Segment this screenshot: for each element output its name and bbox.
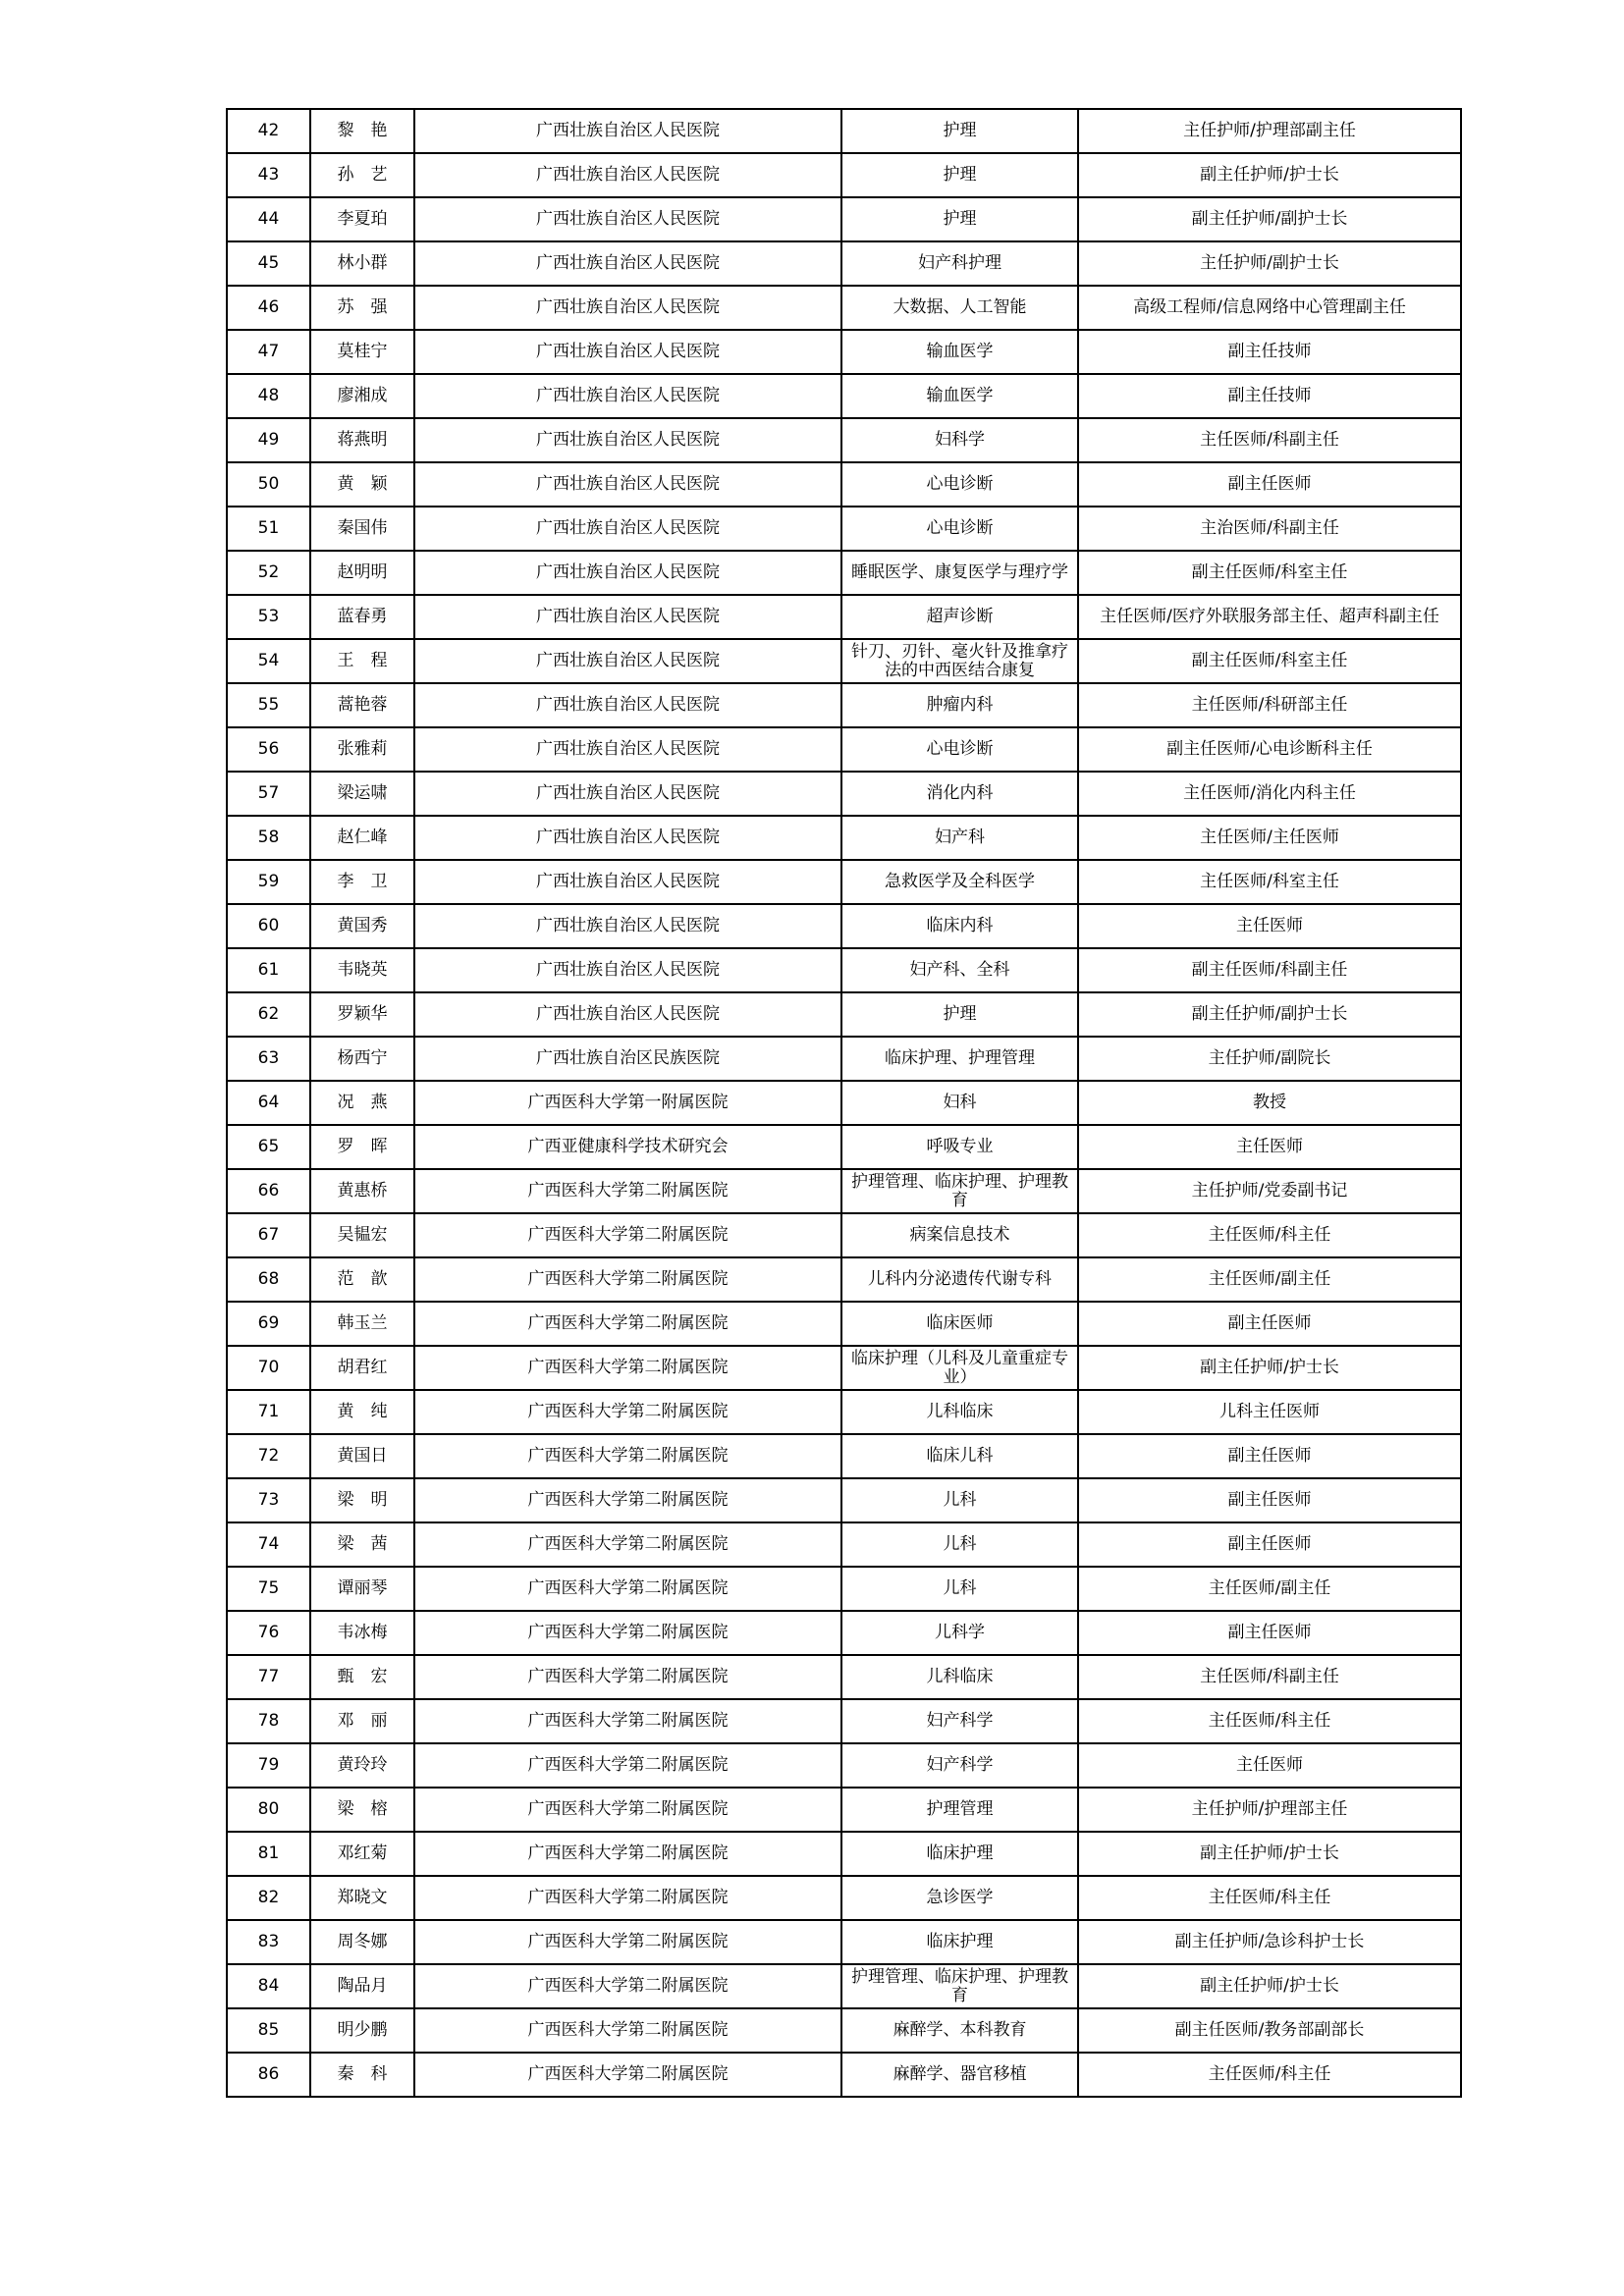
- expert-name-cell: 韦晓英: [310, 948, 414, 992]
- row-number-cell: 79: [227, 1743, 310, 1788]
- title-position-cell: 主任医师: [1078, 1125, 1461, 1169]
- row-number-cell: 77: [227, 1655, 310, 1699]
- expert-name-cell: 李 卫: [310, 860, 414, 904]
- table-row: [227, 1257, 1461, 1302]
- row-number-cell: 61: [227, 948, 310, 992]
- row-number-cell: 43: [227, 153, 310, 197]
- table-row: [227, 1567, 1461, 1611]
- row-number-cell: 81: [227, 1832, 310, 1876]
- table-row: [227, 1611, 1461, 1655]
- specialty-cell: 临床医师: [841, 1302, 1078, 1346]
- table-row: [227, 418, 1461, 462]
- title-position-cell: 高级工程师/信息网络中心管理副主任: [1078, 286, 1461, 330]
- row-number-cell: 53: [227, 595, 310, 639]
- title-position-cell: 主任医师: [1078, 904, 1461, 948]
- organization-cell: 广西医科大学第二附属医院: [414, 1655, 841, 1699]
- specialty-cell: 儿科: [841, 1567, 1078, 1611]
- table-row: [227, 2053, 1461, 2097]
- title-position-cell: 主治医师/科副主任: [1078, 507, 1461, 551]
- expert-name-cell: 吴韫宏: [310, 1213, 414, 1257]
- organization-cell: 广西医科大学第二附属医院: [414, 1832, 841, 1876]
- title-position-cell: 主任护师/护理部副主任: [1078, 109, 1461, 153]
- organization-cell: 广西壮族自治区人民医院: [414, 551, 841, 595]
- table-row: [227, 153, 1461, 197]
- organization-cell: 广西壮族自治区人民医院: [414, 374, 841, 418]
- organization-cell: 广西壮族自治区民族医院: [414, 1037, 841, 1081]
- expert-name-cell: 苏 强: [310, 286, 414, 330]
- organization-cell: 广西壮族自治区人民医院: [414, 772, 841, 816]
- row-number-cell: 45: [227, 241, 310, 286]
- title-position-cell: 教授: [1078, 1081, 1461, 1125]
- title-position-cell: 主任护师/副护士长: [1078, 241, 1461, 286]
- table-row: [227, 727, 1461, 772]
- expert-name-cell: 张雅莉: [310, 727, 414, 772]
- specialty-cell: 心电诊断: [841, 462, 1078, 507]
- table-row: [227, 1081, 1461, 1125]
- row-number-cell: 44: [227, 197, 310, 241]
- title-position-cell: 主任医师/副主任: [1078, 1567, 1461, 1611]
- organization-cell: 广西医科大学第一附属医院: [414, 1081, 841, 1125]
- organization-cell: 广西医科大学第二附属医院: [414, 1302, 841, 1346]
- organization-cell: 广西壮族自治区人民医院: [414, 904, 841, 948]
- expert-name-cell: 黄 颖: [310, 462, 414, 507]
- title-position-cell: 主任医师/科主任: [1078, 1699, 1461, 1743]
- expert-name-cell: 郑晓文: [310, 1876, 414, 1920]
- title-position-cell: 副主任医师: [1078, 1611, 1461, 1655]
- title-position-cell: 主任医师/科主任: [1078, 1213, 1461, 1257]
- row-number-cell: 72: [227, 1434, 310, 1478]
- table-row: [227, 1346, 1461, 1390]
- table-row: [227, 551, 1461, 595]
- specialty-cell: 睡眠医学、康复医学与理疗学: [841, 551, 1078, 595]
- row-number-cell: 73: [227, 1478, 310, 1522]
- row-number-cell: 59: [227, 860, 310, 904]
- title-position-cell: 副主任医师: [1078, 1302, 1461, 1346]
- title-position-cell: 副主任医师: [1078, 1434, 1461, 1478]
- row-number-cell: 56: [227, 727, 310, 772]
- expert-name-cell: 秦国伟: [310, 507, 414, 551]
- row-number-cell: 80: [227, 1788, 310, 1832]
- organization-cell: 广西壮族自治区人民医院: [414, 816, 841, 860]
- specialty-cell: 妇产科、全科: [841, 948, 1078, 992]
- specialty-cell: 大数据、人工智能: [841, 286, 1078, 330]
- expert-name-cell: 黄国秀: [310, 904, 414, 948]
- expert-name-cell: 黄玲玲: [310, 1743, 414, 1788]
- organization-cell: 广西壮族自治区人民医院: [414, 860, 841, 904]
- specialty-cell: 妇产科学: [841, 1699, 1078, 1743]
- specialty-cell: 儿科内分泌遗传代谢专科: [841, 1257, 1078, 1302]
- table-row: [227, 2008, 1461, 2053]
- table-row: [227, 1655, 1461, 1699]
- expert-name-cell: 廖湘成: [310, 374, 414, 418]
- specialty-cell: 儿科临床: [841, 1390, 1078, 1434]
- row-number-cell: 76: [227, 1611, 310, 1655]
- title-position-cell: 主任医师/主任医师: [1078, 816, 1461, 860]
- title-position-cell: 副主任医师/心电诊断科主任: [1078, 727, 1461, 772]
- row-number-cell: 65: [227, 1125, 310, 1169]
- expert-name-cell: 梁 榕: [310, 1788, 414, 1832]
- organization-cell: 广西医科大学第二附属医院: [414, 1213, 841, 1257]
- organization-cell: 广西壮族自治区人民医院: [414, 462, 841, 507]
- organization-cell: 广西医科大学第二附属医院: [414, 1169, 841, 1213]
- row-number-cell: 70: [227, 1346, 310, 1390]
- organization-cell: 广西医科大学第二附属医院: [414, 1788, 841, 1832]
- organization-cell: 广西医科大学第二附属医院: [414, 1434, 841, 1478]
- organization-cell: 广西医科大学第二附属医院: [414, 2053, 841, 2097]
- specialty-cell: 护理管理: [841, 1788, 1078, 1832]
- expert-name-cell: 梁 茜: [310, 1522, 414, 1567]
- organization-cell: 广西医科大学第二附属医院: [414, 1257, 841, 1302]
- organization-cell: 广西医科大学第二附属医院: [414, 1743, 841, 1788]
- organization-cell: 广西医科大学第二附属医院: [414, 1611, 841, 1655]
- specialty-cell: 临床内科: [841, 904, 1078, 948]
- expert-name-cell: 邓红菊: [310, 1832, 414, 1876]
- expert-name-cell: 杨西宁: [310, 1037, 414, 1081]
- title-position-cell: 副主任护师/护士长: [1078, 153, 1461, 197]
- table-row: [227, 462, 1461, 507]
- title-position-cell: 副主任护师/护士长: [1078, 1346, 1461, 1390]
- organization-cell: 广西壮族自治区人民医院: [414, 418, 841, 462]
- expert-name-cell: 王 程: [310, 639, 414, 683]
- row-number-cell: 86: [227, 2053, 310, 2097]
- table-row: [227, 374, 1461, 418]
- expert-name-cell: 梁运啸: [310, 772, 414, 816]
- organization-cell: 广西亚健康科学技术研究会: [414, 1125, 841, 1169]
- expert-list-body: [227, 109, 1461, 2097]
- table-row: [227, 1522, 1461, 1567]
- expert-name-cell: 莫桂宁: [310, 330, 414, 374]
- organization-cell: 广西壮族自治区人民医院: [414, 330, 841, 374]
- row-number-cell: 69: [227, 1302, 310, 1346]
- expert-name-cell: 范 歆: [310, 1257, 414, 1302]
- expert-name-cell: 周冬娜: [310, 1920, 414, 1964]
- specialty-cell: 麻醉学、本科教育: [841, 2008, 1078, 2053]
- organization-cell: 广西壮族自治区人民医院: [414, 197, 841, 241]
- organization-cell: 广西壮族自治区人民医院: [414, 683, 841, 727]
- row-number-cell: 83: [227, 1920, 310, 1964]
- organization-cell: 广西壮族自治区人民医院: [414, 286, 841, 330]
- specialty-cell: 护理管理、临床护理、护理教育: [841, 1169, 1078, 1213]
- row-number-cell: 42: [227, 109, 310, 153]
- organization-cell: 广西壮族自治区人民医院: [414, 948, 841, 992]
- table-row: [227, 948, 1461, 992]
- title-position-cell: 副主任护师/副护士长: [1078, 197, 1461, 241]
- row-number-cell: 63: [227, 1037, 310, 1081]
- specialty-cell: 护理: [841, 197, 1078, 241]
- organization-cell: 广西医科大学第二附属医院: [414, 1346, 841, 1390]
- organization-cell: 广西医科大学第二附属医院: [414, 1567, 841, 1611]
- table-row: [227, 1169, 1461, 1213]
- organization-cell: 广西壮族自治区人民医院: [414, 109, 841, 153]
- title-position-cell: 主任医师/科主任: [1078, 1876, 1461, 1920]
- expert-name-cell: 黄 纯: [310, 1390, 414, 1434]
- organization-cell: 广西医科大学第二附属医院: [414, 2008, 841, 2053]
- table-row: [227, 1788, 1461, 1832]
- table-row: [227, 1964, 1461, 2008]
- organization-cell: 广西壮族自治区人民医院: [414, 153, 841, 197]
- title-position-cell: 儿科主任医师: [1078, 1390, 1461, 1434]
- title-position-cell: 副主任医师/科副主任: [1078, 948, 1461, 992]
- specialty-cell: 临床护理（儿科及儿童重症专业）: [841, 1346, 1078, 1390]
- table-row: [227, 241, 1461, 286]
- specialty-cell: 消化内科: [841, 772, 1078, 816]
- table-row: [227, 1213, 1461, 1257]
- organization-cell: 广西壮族自治区人民医院: [414, 507, 841, 551]
- title-position-cell: 副主任医师/教务部副部长: [1078, 2008, 1461, 2053]
- title-position-cell: 主任医师/科副主任: [1078, 418, 1461, 462]
- organization-cell: 广西壮族自治区人民医院: [414, 241, 841, 286]
- row-number-cell: 82: [227, 1876, 310, 1920]
- title-position-cell: 主任医师/科主任: [1078, 2053, 1461, 2097]
- expert-name-cell: 林小群: [310, 241, 414, 286]
- expert-list-table: [226, 108, 1462, 2098]
- title-position-cell: 副主任医师/科室主任: [1078, 639, 1461, 683]
- row-number-cell: 49: [227, 418, 310, 462]
- specialty-cell: 妇科: [841, 1081, 1078, 1125]
- expert-name-cell: 蒋燕明: [310, 418, 414, 462]
- specialty-cell: 针刀、刃针、毫火针及推拿疗法的中西医结合康复: [841, 639, 1078, 683]
- organization-cell: 广西医科大学第二附属医院: [414, 1522, 841, 1567]
- row-number-cell: 66: [227, 1169, 310, 1213]
- title-position-cell: 主任医师/副主任: [1078, 1257, 1461, 1302]
- specialty-cell: 急救医学及全科医学: [841, 860, 1078, 904]
- specialty-cell: 心电诊断: [841, 507, 1078, 551]
- title-position-cell: 副主任护师/副护士长: [1078, 992, 1461, 1037]
- title-position-cell: 副主任医师: [1078, 462, 1461, 507]
- organization-cell: 广西壮族自治区人民医院: [414, 639, 841, 683]
- table-row: [227, 1478, 1461, 1522]
- title-position-cell: 主任医师: [1078, 1743, 1461, 1788]
- row-number-cell: 74: [227, 1522, 310, 1567]
- organization-cell: 广西壮族自治区人民医院: [414, 727, 841, 772]
- organization-cell: 广西医科大学第二附属医院: [414, 1964, 841, 2008]
- specialty-cell: 护理: [841, 109, 1078, 153]
- table-row: [227, 507, 1461, 551]
- table-row: [227, 1302, 1461, 1346]
- row-number-cell: 60: [227, 904, 310, 948]
- title-position-cell: 主任医师/科副主任: [1078, 1655, 1461, 1699]
- specialty-cell: 急诊医学: [841, 1876, 1078, 1920]
- table-row: [227, 772, 1461, 816]
- table-row: [227, 1037, 1461, 1081]
- row-number-cell: 64: [227, 1081, 310, 1125]
- specialty-cell: 临床护理: [841, 1832, 1078, 1876]
- title-position-cell: 主任护师/护理部主任: [1078, 1788, 1461, 1832]
- table-row: [227, 816, 1461, 860]
- table-row: [227, 286, 1461, 330]
- table-row: [227, 1434, 1461, 1478]
- organization-cell: 广西壮族自治区人民医院: [414, 595, 841, 639]
- title-position-cell: 副主任技师: [1078, 330, 1461, 374]
- expert-name-cell: 李夏珀: [310, 197, 414, 241]
- table-row: [227, 1876, 1461, 1920]
- expert-name-cell: 罗颖华: [310, 992, 414, 1037]
- expert-name-cell: 韦冰梅: [310, 1611, 414, 1655]
- row-number-cell: 55: [227, 683, 310, 727]
- specialty-cell: 心电诊断: [841, 727, 1078, 772]
- expert-name-cell: 赵明明: [310, 551, 414, 595]
- specialty-cell: 临床儿科: [841, 1434, 1078, 1478]
- table-row: [227, 639, 1461, 683]
- organization-cell: 广西医科大学第二附属医院: [414, 1390, 841, 1434]
- specialty-cell: 妇科学: [841, 418, 1078, 462]
- table-row: [227, 197, 1461, 241]
- specialty-cell: 临床护理、护理管理: [841, 1037, 1078, 1081]
- title-position-cell: 主任医师/消化内科主任: [1078, 772, 1461, 816]
- expert-name-cell: 陶品月: [310, 1964, 414, 2008]
- table-row: [227, 683, 1461, 727]
- expert-name-cell: 明少鹏: [310, 2008, 414, 2053]
- expert-name-cell: 胡君红: [310, 1346, 414, 1390]
- row-number-cell: 50: [227, 462, 310, 507]
- specialty-cell: 输血医学: [841, 374, 1078, 418]
- title-position-cell: 主任医师/科室主任: [1078, 860, 1461, 904]
- row-number-cell: 67: [227, 1213, 310, 1257]
- table-row: [227, 109, 1461, 153]
- row-number-cell: 58: [227, 816, 310, 860]
- title-position-cell: 副主任医师/科室主任: [1078, 551, 1461, 595]
- title-position-cell: 主任护师/党委副书记: [1078, 1169, 1461, 1213]
- title-position-cell: 副主任护师/急诊科护士长: [1078, 1920, 1461, 1964]
- specialty-cell: 妇产科: [841, 816, 1078, 860]
- title-position-cell: 副主任医师: [1078, 1522, 1461, 1567]
- table-row: [227, 1699, 1461, 1743]
- expert-name-cell: 孙 艺: [310, 153, 414, 197]
- specialty-cell: 儿科临床: [841, 1655, 1078, 1699]
- row-number-cell: 51: [227, 507, 310, 551]
- organization-cell: 广西壮族自治区人民医院: [414, 992, 841, 1037]
- expert-name-cell: 罗 晖: [310, 1125, 414, 1169]
- row-number-cell: 84: [227, 1964, 310, 2008]
- expert-name-cell: 邓 丽: [310, 1699, 414, 1743]
- expert-name-cell: 甄 宏: [310, 1655, 414, 1699]
- title-position-cell: 副主任技师: [1078, 374, 1461, 418]
- specialty-cell: 儿科: [841, 1522, 1078, 1567]
- specialty-cell: 妇产科护理: [841, 241, 1078, 286]
- specialty-cell: 儿科: [841, 1478, 1078, 1522]
- table-row: [227, 992, 1461, 1037]
- row-number-cell: 46: [227, 286, 310, 330]
- row-number-cell: 52: [227, 551, 310, 595]
- table-row: [227, 1125, 1461, 1169]
- expert-name-cell: 赵仁峰: [310, 816, 414, 860]
- row-number-cell: 48: [227, 374, 310, 418]
- table-row: [227, 1920, 1461, 1964]
- title-position-cell: 主任医师/科研部主任: [1078, 683, 1461, 727]
- table-row: [227, 595, 1461, 639]
- specialty-cell: 呼吸专业: [841, 1125, 1078, 1169]
- specialty-cell: 护理: [841, 992, 1078, 1037]
- row-number-cell: 54: [227, 639, 310, 683]
- specialty-cell: 护理: [841, 153, 1078, 197]
- row-number-cell: 57: [227, 772, 310, 816]
- row-number-cell: 71: [227, 1390, 310, 1434]
- table-row: [227, 330, 1461, 374]
- expert-name-cell: 黄惠桥: [310, 1169, 414, 1213]
- specialty-cell: 病案信息技术: [841, 1213, 1078, 1257]
- table-row: [227, 860, 1461, 904]
- row-number-cell: 68: [227, 1257, 310, 1302]
- row-number-cell: 85: [227, 2008, 310, 2053]
- organization-cell: 广西医科大学第二附属医院: [414, 1478, 841, 1522]
- title-position-cell: 副主任护师/护士长: [1078, 1832, 1461, 1876]
- specialty-cell: 超声诊断: [841, 595, 1078, 639]
- title-position-cell: 副主任医师: [1078, 1478, 1461, 1522]
- expert-name-cell: 黄国日: [310, 1434, 414, 1478]
- table-row: [227, 1832, 1461, 1876]
- expert-name-cell: 况 燕: [310, 1081, 414, 1125]
- row-number-cell: 78: [227, 1699, 310, 1743]
- table-row: [227, 904, 1461, 948]
- expert-name-cell: 黎 艳: [310, 109, 414, 153]
- table-row: [227, 1743, 1461, 1788]
- organization-cell: 广西医科大学第二附属医院: [414, 1876, 841, 1920]
- expert-name-cell: 谭丽琴: [310, 1567, 414, 1611]
- title-position-cell: 副主任护师/护士长: [1078, 1964, 1461, 2008]
- row-number-cell: 75: [227, 1567, 310, 1611]
- expert-name-cell: 韩玉兰: [310, 1302, 414, 1346]
- specialty-cell: 妇产科学: [841, 1743, 1078, 1788]
- organization-cell: 广西医科大学第二附属医院: [414, 1699, 841, 1743]
- expert-name-cell: 蒿艳蓉: [310, 683, 414, 727]
- specialty-cell: 肿瘤内科: [841, 683, 1078, 727]
- title-position-cell: 主任医师/医疗外联服务部主任、超声科副主任: [1078, 595, 1461, 639]
- title-position-cell: 主任护师/副院长: [1078, 1037, 1461, 1081]
- organization-cell: 广西医科大学第二附属医院: [414, 1920, 841, 1964]
- specialty-cell: 护理管理、临床护理、护理教育: [841, 1964, 1078, 2008]
- specialty-cell: 输血医学: [841, 330, 1078, 374]
- specialty-cell: 麻醉学、器官移植: [841, 2053, 1078, 2097]
- row-number-cell: 62: [227, 992, 310, 1037]
- specialty-cell: 临床护理: [841, 1920, 1078, 1964]
- row-number-cell: 47: [227, 330, 310, 374]
- table-row: [227, 1390, 1461, 1434]
- expert-name-cell: 秦 科: [310, 2053, 414, 2097]
- expert-name-cell: 梁 明: [310, 1478, 414, 1522]
- specialty-cell: 儿科学: [841, 1611, 1078, 1655]
- expert-name-cell: 蓝春勇: [310, 595, 414, 639]
